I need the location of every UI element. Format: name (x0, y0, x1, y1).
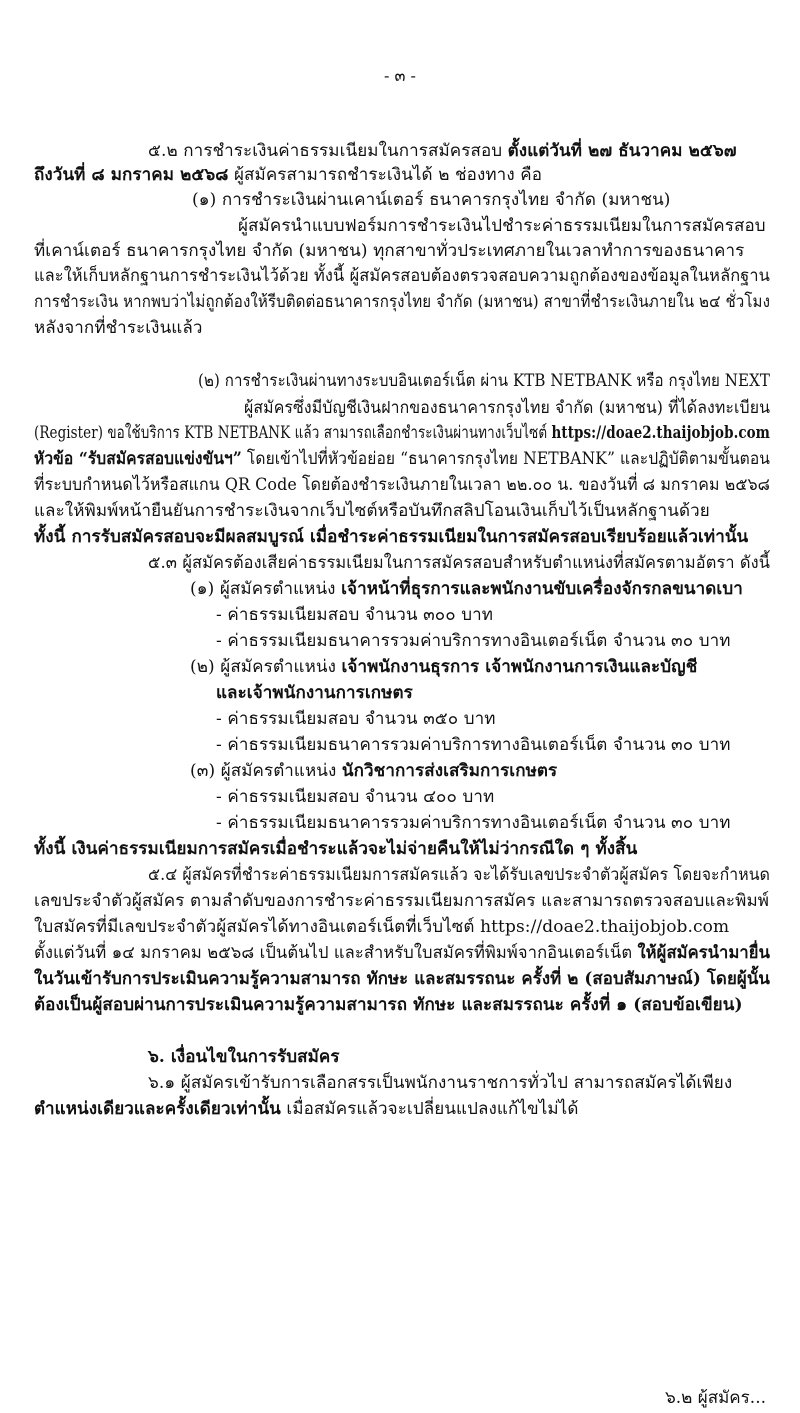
fee-group-1-exam-fee: - ค่าธรรมเนียมสอบ จำนวน ๓๐๐ บาท (216, 605, 494, 625)
sec-5-2-date-end: ถึงวันที่ ๘ มกราคม ๒๕๖๘ (34, 165, 229, 185)
sec-6-1-only-once: ตำแหน่งเดียวและครั้งเดียวเท่านั้น (34, 1099, 281, 1119)
sec-5-2-title: ๕.๒ การชำระเงินค่าธรรมเนียมในการสมัครสอบ (148, 141, 508, 161)
sec-5-4-text-4 (34, 942, 770, 964)
channel-2-register: (Register) ขอใช้บริการ KTB NETBANK แล้ว สามารถเลือกชำระเงินผ่านทางเว็บไซต์ (34, 423, 552, 443)
sec-5-4-website-label: ใบสมัครที่มีเลขประจำตัวผู้สมัครได้ทางอินเตอร์เน็ตที่เว็บไซต์ (34, 917, 481, 937)
channel-1-text-2: ที่เคาน์เตอร์ ธนาคารกรุงไทย จำกัด (มหาชน) ทุกสาขาทั่วประเทศภายในเวลาทำการของธนาคาร (34, 241, 745, 261)
sec-5-2-line-1 (148, 140, 737, 162)
channel-1-title: (๑) การชำระเงินผ่านเคาน์เตอร์ ธนาคารกรุงไทย จำกัด (มหาชน) (192, 190, 671, 210)
sec-5-4-date: ตั้งแต่วันที่ ๑๔ มกราคม ๒๕๖๘ เป็นต้นไป และสำหรับใบสมัครที่พิมพ์จากอินเตอร์เน็ต (34, 943, 638, 963)
fee-group-3-position: นักวิชาการส่งเสริมการเกษตร (341, 761, 558, 781)
sec-5-4-website-link[interactable]: https://doae2.thaijobjob.com (480, 917, 730, 937)
channel-2-subtopic: โดยเข้าไปที่หัวข้อย่อย “ธนาคารกรุงไทย NETBANK” และปฏิบัติตามขั้นตอน (241, 449, 771, 469)
fee-group-1-position: เจ้าหน้าที่ธุรการและพนักงานขับเครื่องจักรกลขนาดเบา (341, 579, 743, 599)
channel-1-text-4: การชำระเงิน หากพบว่าไม่ถูกต้องให้รีบติดต่อธนาคารกรุงไทย จำกัด (มหาชน) สาขาที่ชำระเงินภายใน ๒๔ ชั่วโมง (34, 292, 771, 312)
sec-5-4-text-1: ๕.๔ ผู้สมัครที่ชำระค่าธรรมเนียมการสมัครแล้ว จะได้รับเลขประจำตัวผู้สมัคร โดยจะกำหนด (148, 865, 771, 885)
channel-1-text-5: หลังจากที่ชำระเงินแล้ว (34, 318, 203, 338)
continuation-marker: ๖.๒ ผู้สมัคร... (664, 1388, 766, 1408)
fee-group-2-exam-fee: - ค่าธรรมเนียมสอบ จำนวน ๓๕๐ บาท (216, 709, 496, 729)
sec-5-3-note: ทั้งนี้ เงินค่าธรรมเนียมการสมัครเมื่อชำระแล้วจะไม่จ่ายคืนให้ไม่ว่ากรณีใด ๆ ทั้งสิ้น (34, 839, 638, 859)
channel-2-text-3 (34, 448, 770, 470)
page-number: - ๓ - (384, 66, 416, 85)
channel-1-text-1: ผู้สมัครนำแบบฟอร์มการชำระเงินไปชำระค่าธรรมเนียมในการสมัครสอบ (238, 216, 766, 236)
sec-6-1-text-2 (34, 1098, 578, 1120)
website-link[interactable]: https://doae2.thaijobjob.com (551, 423, 771, 443)
sec-5-4-submit: ให้ผู้สมัครนำมายื่น (637, 943, 771, 963)
fee-group-3-title (190, 760, 557, 782)
sec-5-2-date-start: ตั้งแต่วันที่ ๒๗ ธันวาคม ๒๕๖๗ (507, 141, 737, 161)
sec-5-4-text-2: เลขประจำตัวผู้สมัคร ตามลำดับของการชำระค่าธรรมเนียมการสมัคร และสามารถตรวจสอบและพิมพ์ (34, 891, 770, 911)
fee-group-1-bank-fee: - ค่าธรรมเนียมธนาคารรวมค่าบริการทางอินเตอร์เน็ต จำนวน ๓๐ บาท (216, 631, 731, 651)
sec-5-2-note: ทั้งนี้ การรับสมัครสอบจะมีผลสมบูรณ์ เมื่อชำระค่าธรรมเนียมในการสมัครสอบเรียบร้อยแล้วเท่านั้น (34, 527, 749, 547)
channel-2-title: (๒) การชำระเงินผ่านทางระบบอินเตอร์เน็ต ผ่าน KTB NETBANK หรือ กรุงไทย NEXT (198, 371, 770, 391)
channel-2-text-5: และให้พิมพ์หน้ายืนยันการชำระเงินจากเว็บไซต์หรือบันทึกสลิปโอนเงินเก็บไว้เป็นหลักฐานด้วย (34, 501, 710, 521)
sec-6-1-text-1: ๖.๑ ผู้สมัครเข้ารับการเลือกสรรเป็นพนักงานราชการทั่วไป สามารถสมัครได้เพียง (148, 1073, 733, 1093)
fee-group-3-exam-fee: - ค่าธรรมเนียมสอบ จำนวน ๔๐๐ บาท (216, 787, 495, 807)
fee-group-2-label: (๒) ผู้สมัครตำแหน่ง (190, 657, 342, 677)
fee-group-3-bank-fee: - ค่าธรรมเนียมธนาคารรวมค่าบริการทางอินเตอร์เน็ต จำนวน ๓๐ บาท (216, 813, 731, 833)
sec-6-1-no-change: เมื่อสมัครแล้วจะเปลี่ยนแปลงแก้ไขไม่ได้ (280, 1099, 579, 1119)
channel-1-text-3: และให้เก็บหลักฐานการชำระเงินไว้ด้วย ทั้งนี้ ผู้สมัครสอบต้องตรวจสอบความถูกต้องของข้อมูลในหลักฐาน (34, 266, 770, 286)
fee-group-2-position: เจ้าพนักงานธุรการ เจ้าพนักงานการเงินและบัญชี (341, 657, 698, 677)
sec-5-2-line-2 (34, 164, 542, 186)
fee-group-2-title (190, 656, 697, 678)
sec-5-4-text-3 (34, 916, 729, 938)
channel-2-text-4: ที่ระบบกำหนดไว้หรือสแกน QR Code โดยต้องชำระเงินภายในเวลา ๒๒.๐๐ น. ของวันที่ ๘ มกราคม ๒๕๖๘ (34, 475, 771, 495)
fee-group-2-position-cont: และเจ้าพนักงานการเกษตร (216, 683, 413, 703)
channel-2-text-2 (34, 422, 770, 444)
channel-2-text-1: ผู้สมัครซึ่งมีบัญชีเงินฝากของธนาคารกรุงไทย จำกัด (มหาชน) ที่ได้ลงทะเบียน (244, 398, 771, 418)
sec-5-2-channels: ผู้สมัครสามารถชำระเงินได้ ๒ ช่องทาง คือ (228, 165, 543, 185)
fee-group-2-bank-fee: - ค่าธรรมเนียมธนาคารรวมค่าบริการทางอินเตอร์เน็ต จำนวน ๓๐ บาท (216, 735, 731, 755)
sec-5-3-intro: ๕.๓ ผู้สมัครต้องเสียค่าธรรมเนียมในการสมัครสอบสำหรับตำแหน่งที่สมัครตามอัตรา ดังนี้ (148, 553, 771, 573)
sec-5-4-text-5: ในวันเข้ารับการประเมินความรู้ความสามารถ ทักษะ และสมรรถนะ ครั้งที่ ๒ (สอบสัมภาษณ์) โดยผู้นั้น (34, 969, 771, 989)
fee-group-1-label: (๑) ผู้สมัครตำแหน่ง (190, 579, 342, 599)
fee-group-1-title (190, 578, 743, 600)
sec-6-heading: ๖. เงื่อนไขในการรับสมัคร (148, 1047, 340, 1067)
fee-group-3-label: (๓) ผู้สมัครตำแหน่ง (190, 761, 342, 781)
sec-5-4-text-6: ต้องเป็นผู้สอบผ่านการประเมินความรู้ความสามารถ ทักษะ และสมรรถนะ ครั้งที่ ๑ (สอบข้อเขียน) (34, 995, 743, 1015)
channel-2-topic: หัวข้อ “รับสมัครสอบแข่งขันฯ” (34, 449, 242, 469)
